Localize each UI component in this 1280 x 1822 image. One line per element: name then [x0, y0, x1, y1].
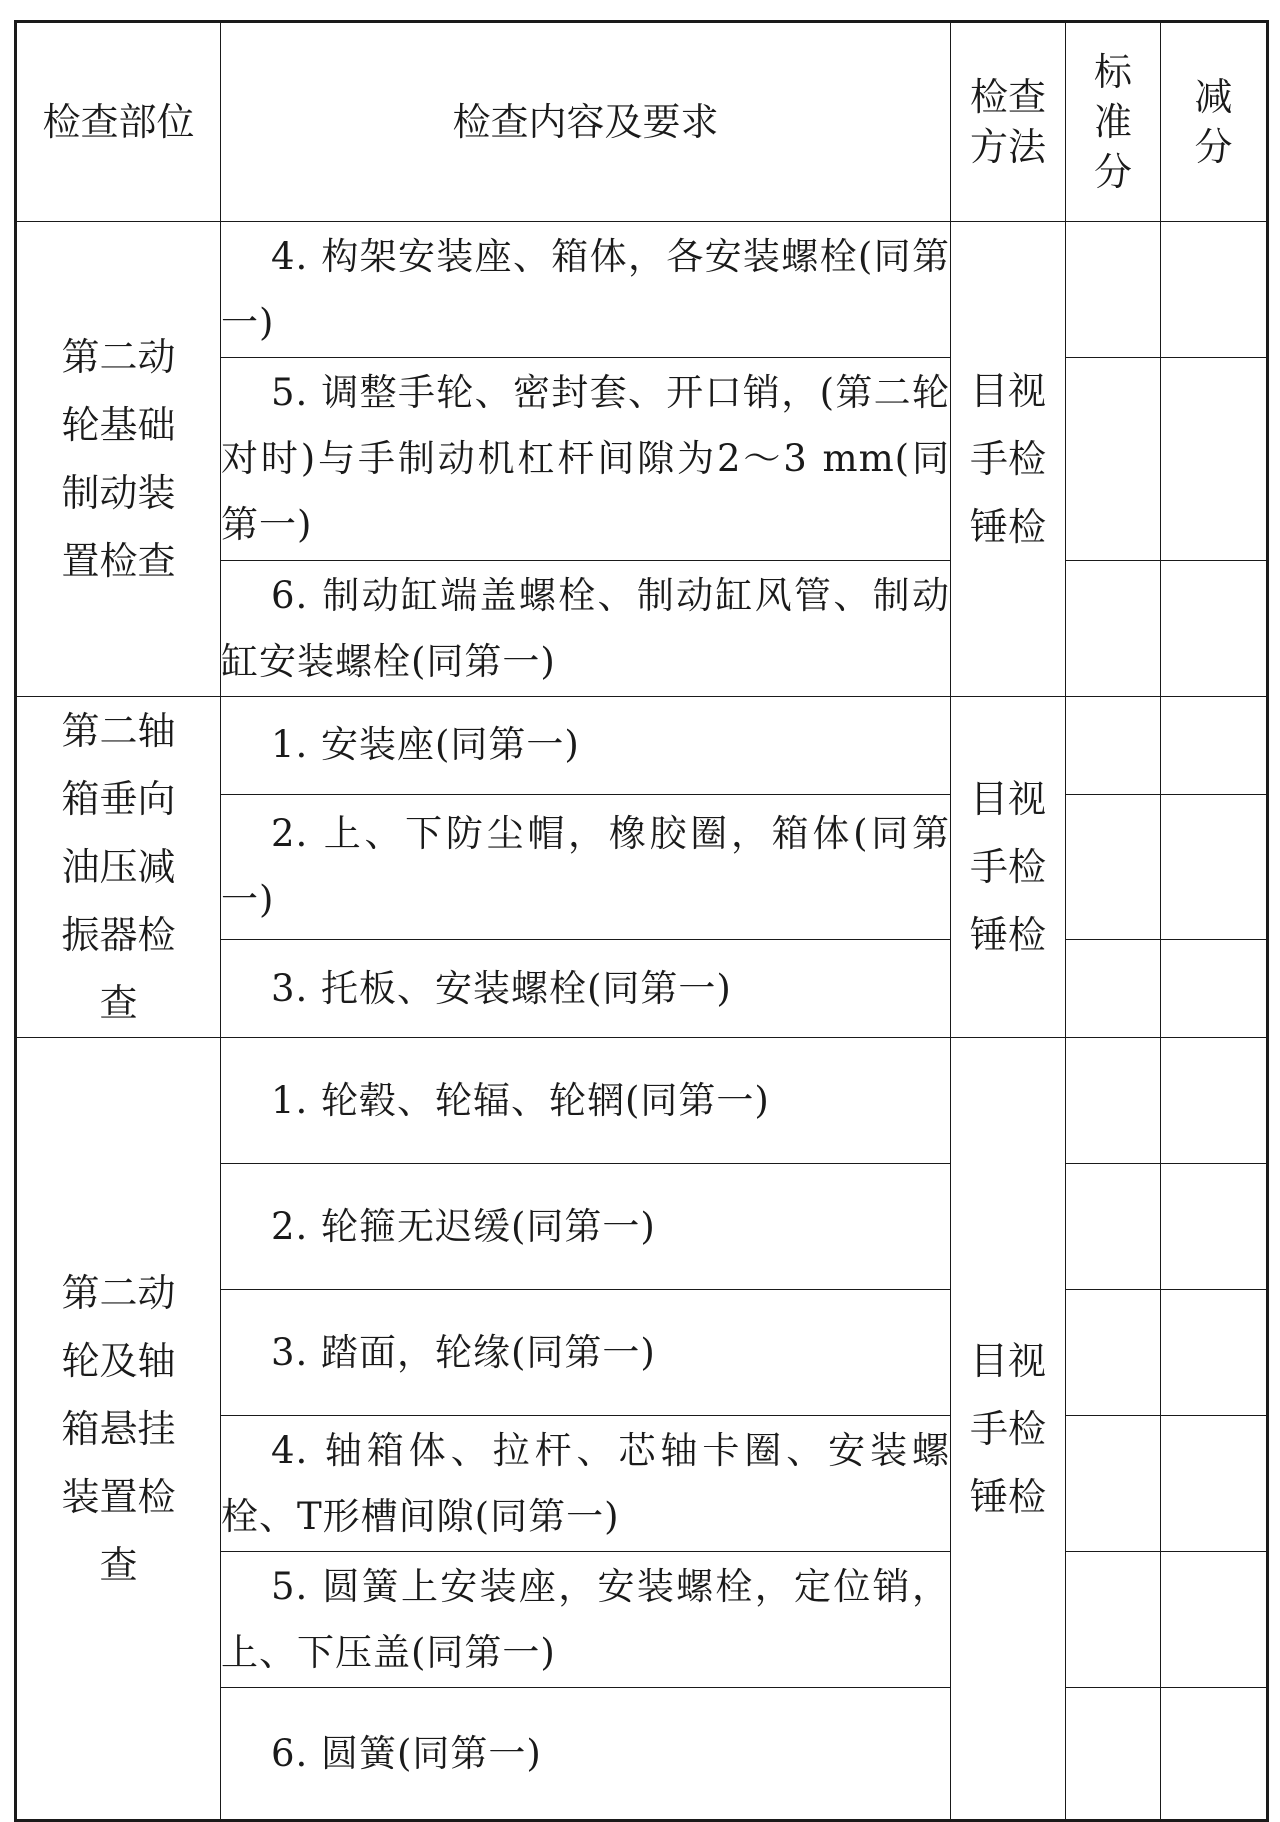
standard-score-cell[interactable]: [1066, 940, 1161, 1038]
item-text: 4. 构架安装座、箱体，各安装螺栓(同第一): [221, 234, 950, 344]
section-method: [951, 222, 1066, 697]
standard-score-cell[interactable]: [1066, 561, 1161, 697]
deduct-score-cell[interactable]: [1161, 1290, 1268, 1416]
section-method-text: 目视手检锤检: [969, 1338, 1046, 1519]
item-content: [221, 940, 951, 1038]
standard-score-cell[interactable]: [1066, 1688, 1161, 1821]
section-method-text: 目视手检锤检: [969, 369, 1046, 549]
item-text: 1. 轮毂、轮辐、轮辋(同第一): [270, 1078, 770, 1122]
table-row: [16, 222, 1268, 358]
standard-score-cell[interactable]: [1066, 1552, 1161, 1688]
standard-score-cell[interactable]: [1066, 1416, 1161, 1552]
deduct-score-cell[interactable]: [1161, 1688, 1268, 1821]
item-content: [221, 358, 951, 561]
deduct-score-cell[interactable]: [1161, 1416, 1268, 1552]
section-part: [16, 222, 221, 697]
header-content: 检查内容及要求: [221, 22, 951, 222]
item-text: 5. 调整手轮、密封套、开口销，(第二轮对时)与手制动机杠杆间隙为2～3 mm(同第一): [221, 371, 950, 546]
item-text: 6. 圆簧(同第一): [270, 1731, 542, 1775]
item-content: [221, 1290, 951, 1416]
deduct-score-cell[interactable]: [1161, 358, 1268, 561]
item-text: 2. 轮箍无迟缓(同第一): [270, 1204, 656, 1248]
item-content: [221, 561, 951, 697]
header-standard: [1066, 22, 1161, 222]
item-text: 5. 圆簧上安装座，安装螺栓，定位销，上、下压盖(同第一): [221, 1564, 950, 1674]
item-content: [221, 1164, 951, 1290]
section-method-text: 目视手检锤检: [969, 777, 1046, 957]
item-text: 2. 上、下防尘帽，橡胶圈，箱体(同第一): [221, 811, 950, 921]
item-content: [221, 1688, 951, 1821]
section-part: [16, 697, 221, 1038]
item-content: [221, 697, 951, 795]
section-part-text: 第二动轮基础制动装置检查: [61, 335, 176, 583]
inspection-table: [14, 20, 1269, 1822]
standard-score-cell[interactable]: [1066, 1290, 1161, 1416]
header-row: [16, 22, 1268, 222]
item-text: 4. 轴箱体、拉杆、芯轴卡圈、安装螺栓、T形槽间隙(同第一): [221, 1428, 950, 1538]
deduct-score-cell[interactable]: [1161, 222, 1268, 358]
header-method: [951, 22, 1066, 222]
standard-score-cell[interactable]: [1066, 222, 1161, 358]
item-content: [221, 222, 951, 358]
section-method: [951, 1038, 1066, 1821]
deduct-score-cell[interactable]: [1161, 561, 1268, 697]
item-text: 3. 踏面，轮缘(同第一): [270, 1330, 656, 1374]
standard-score-cell[interactable]: [1066, 697, 1161, 795]
deduct-score-cell[interactable]: [1161, 697, 1268, 795]
header-deduct: [1161, 22, 1268, 222]
item-text: 1. 安装座(同第一): [270, 723, 580, 767]
standard-score-cell[interactable]: [1066, 1164, 1161, 1290]
deduct-score-cell[interactable]: [1161, 1038, 1268, 1164]
section-method: [951, 697, 1066, 1038]
deduct-score-cell[interactable]: [1161, 1164, 1268, 1290]
inspection-table-sheet: [14, 20, 1266, 1796]
header-method-text: 检查方法: [969, 75, 1046, 169]
standard-score-cell[interactable]: [1066, 794, 1161, 940]
item-content: [221, 1552, 951, 1688]
header-standard-text: 标准分: [1093, 50, 1132, 194]
section-part-text: 第二轴箱垂向油压减振器检查: [61, 709, 176, 1025]
item-text: 3. 托板、安装螺栓(同第一): [270, 966, 732, 1010]
deduct-score-cell[interactable]: [1161, 1552, 1268, 1688]
table-row: [16, 697, 1268, 795]
standard-score-cell[interactable]: [1066, 1038, 1161, 1164]
deduct-score-cell[interactable]: [1161, 940, 1268, 1038]
standard-score-cell[interactable]: [1066, 358, 1161, 561]
section-part-text: 第二动轮及轴箱悬挂装置检查: [61, 1270, 176, 1587]
item-content: [221, 1416, 951, 1552]
item-content: [221, 794, 951, 940]
section-part: [16, 1038, 221, 1821]
header-deduct-text: 减分: [1194, 75, 1233, 169]
table-row: [16, 1038, 1268, 1164]
item-text: 6. 制动缸端盖螺栓、制动缸风管、制动缸安装螺栓(同第一): [221, 573, 950, 683]
item-content: [221, 1038, 951, 1164]
header-part: 检查部位: [16, 22, 221, 222]
deduct-score-cell[interactable]: [1161, 794, 1268, 940]
